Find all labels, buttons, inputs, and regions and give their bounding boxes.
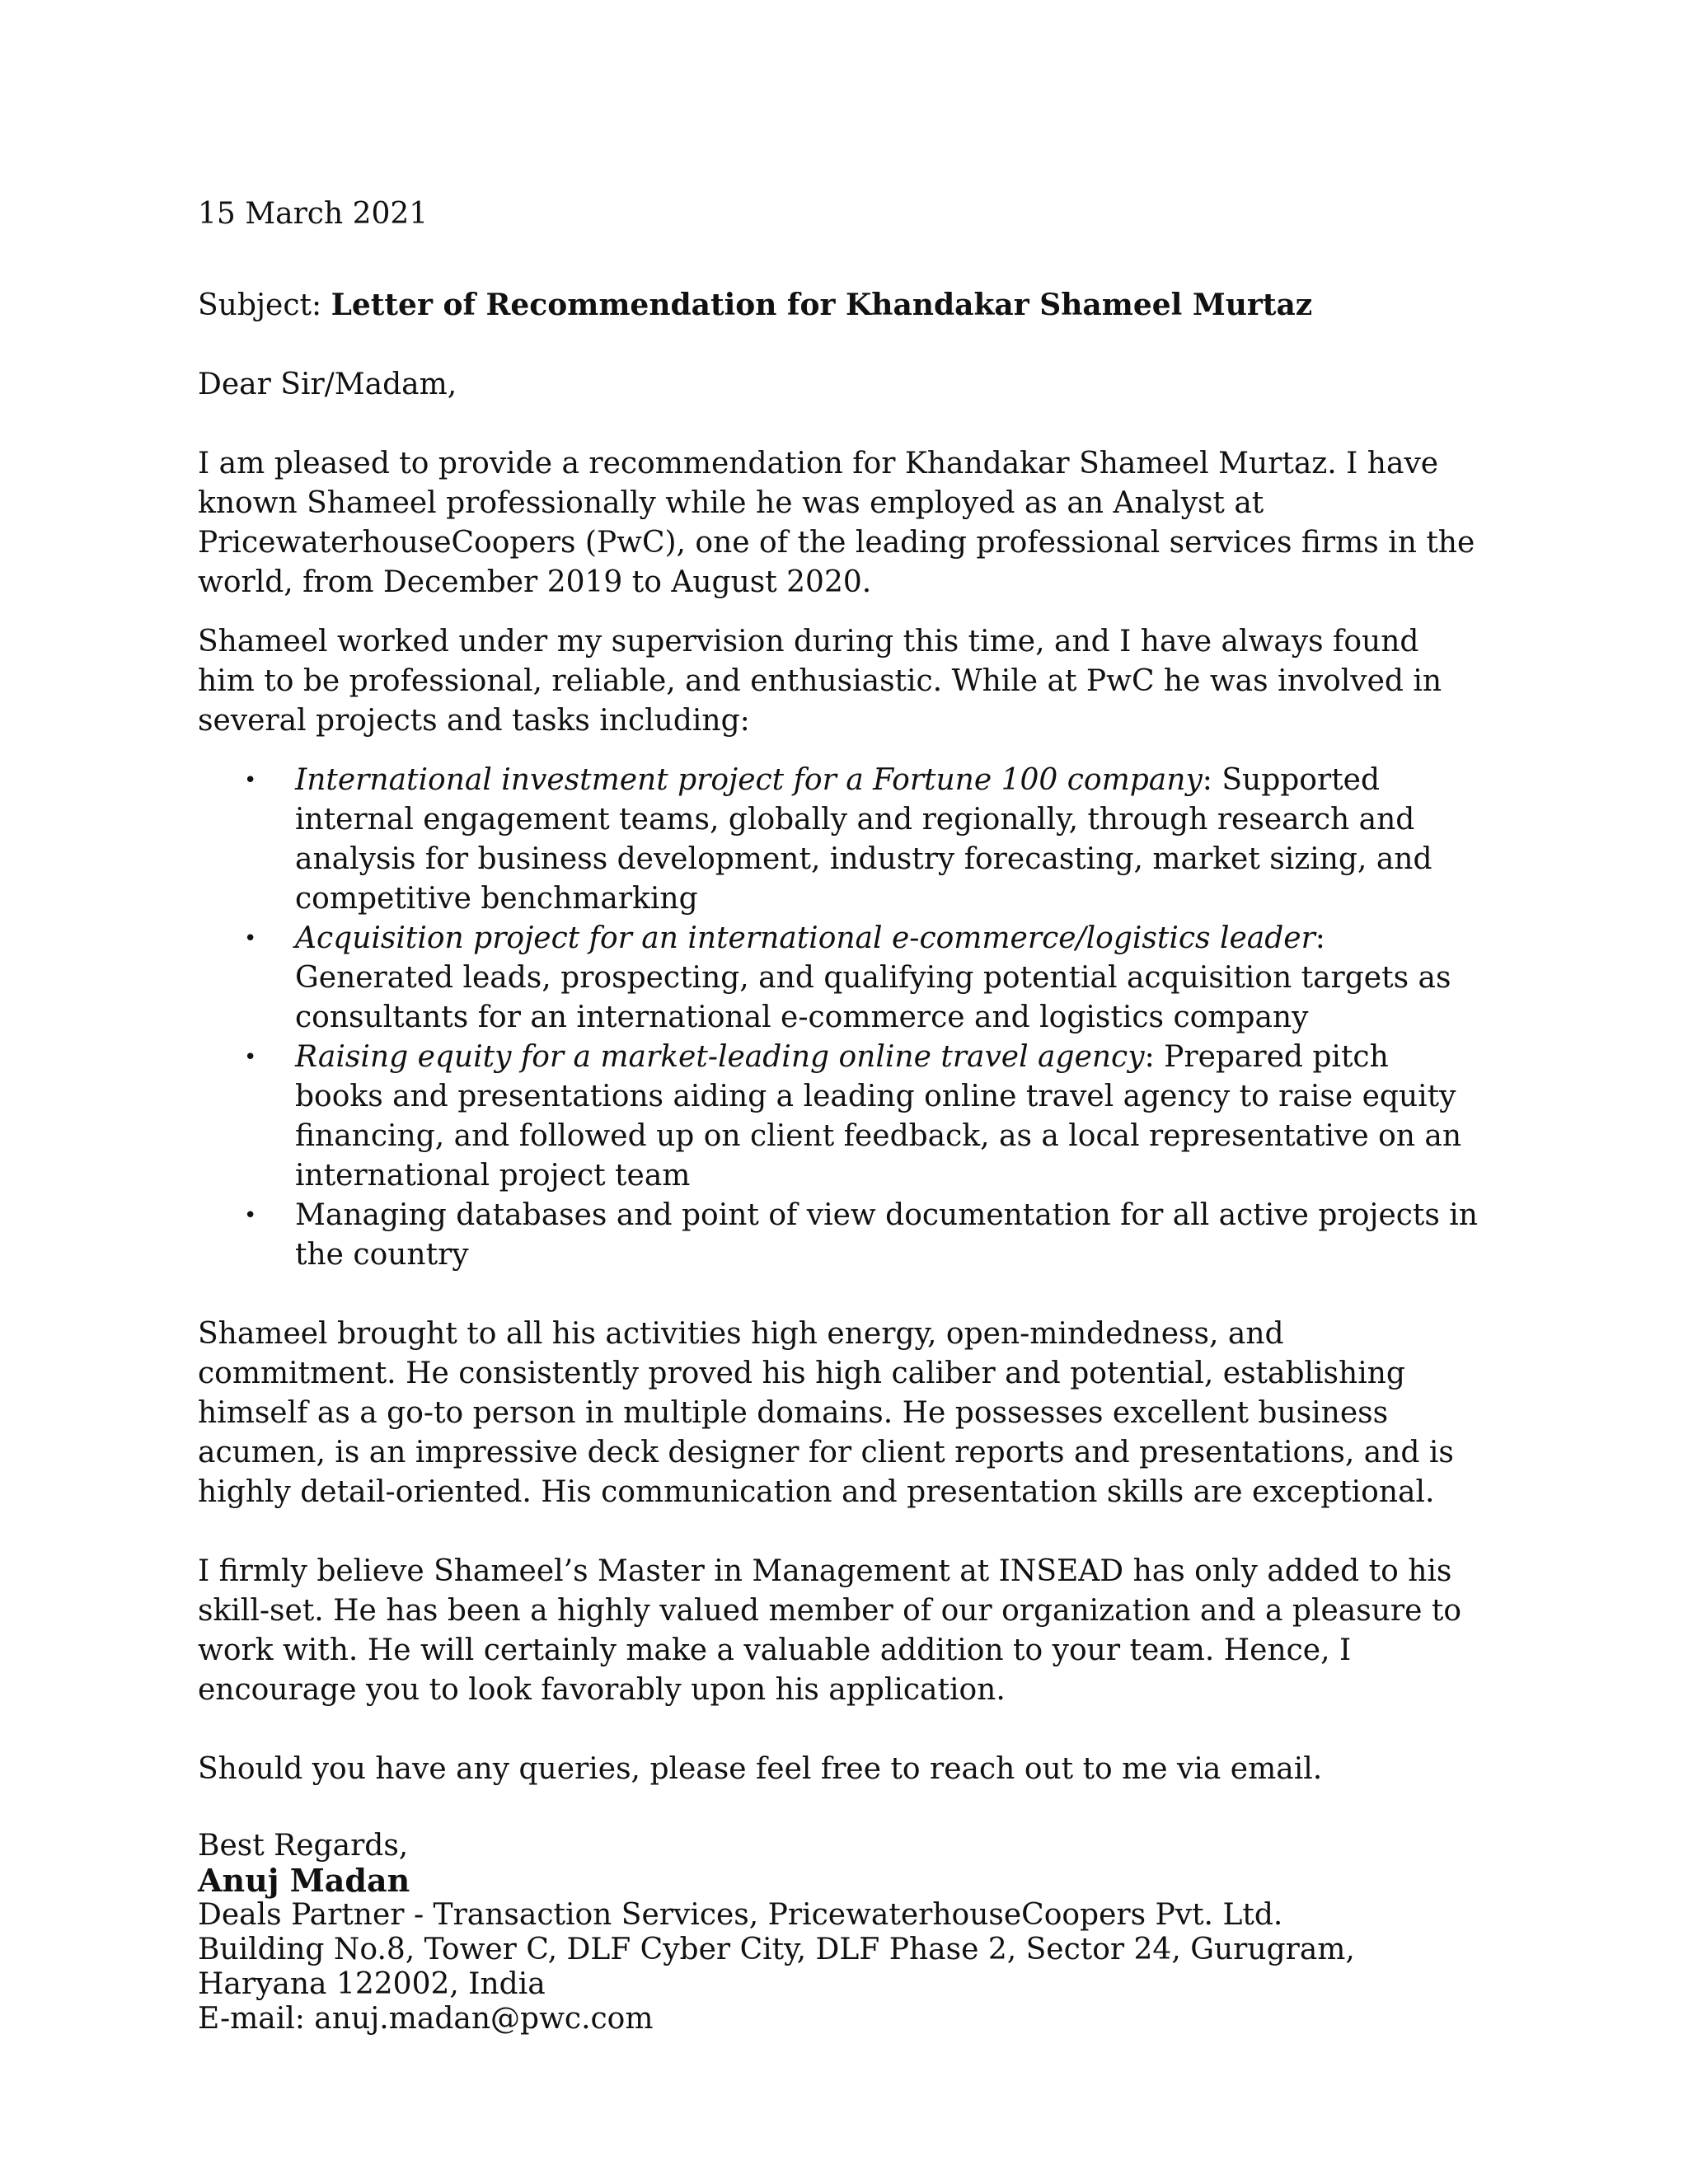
signer-address: Building No.8, Tower C, DLF Cyber City, DLF Phase 2, Sector 24, Gurugram, Haryana 122002, India: [198, 1933, 1355, 2001]
list-item: [198, 1038, 1484, 1196]
qualities-paragraph: Shameel brought to all his activities high energy, open-mindedness, and commitment. He consistently proved his high caliber and potential, establishing himself as a go-to person in multiple domains. He possesses excellent business acumen, is an impressive deck designer for client reports and presentations, and is highly detail-oriented. His communication and presentation skills are exceptional.: [198, 1317, 1454, 1509]
signature-block: [198, 1829, 1484, 2036]
subject-label: Subject:: [198, 288, 331, 322]
closing: Best Regards,: [198, 1829, 409, 1863]
intro-paragraph: I am pleased to provide a recommendation for Khandakar Shameel Murtaz. I have known Shameel professionally while he was employed as an Analyst at PricewaterhouseCoopers (PwC), one of the leading professional services firms in the world, from December 2019 to August 2020.: [198, 447, 1475, 599]
contact-note: Should you have any queries, please feel free to reach out to me via email.: [198, 1752, 1323, 1786]
project-list: [198, 761, 1484, 1275]
project-description: Managing databases and point of view documentation for all active projects in the country: [295, 1198, 1478, 1272]
bullet-icon: •: [244, 926, 257, 951]
project-description: : Generated leads, prospecting, and qualifying potential acquisition targets as consultants for an international e-commerce and logistics company: [295, 921, 1451, 1034]
subject-line: [198, 285, 1484, 326]
signer-title: Deals Partner - Transaction Services, PricewaterhouseCoopers Pvt. Ltd.: [198, 1898, 1283, 1932]
list-item: [198, 1196, 1484, 1275]
letter-date: 15 March 2021: [198, 197, 429, 231]
list-item: [198, 919, 1484, 1038]
project-title: International investment project for a Fortune 100 company: [295, 763, 1203, 797]
salutation: Dear Sir/Madam,: [198, 368, 457, 401]
belief-paragraph: I firmly believe Shameel’s Master in Management at INSEAD has only added to his skill-set. He has been a highly valued member of our organization and a pleasure to work with. He will certainly make a valuable addition to your team. Hence, I encourage you to look favorably upon his application.: [198, 1554, 1462, 1707]
supervision-paragraph: Shameel worked under my supervision during this time, and I have always found him to be professional, reliable, and enthusiastic. While at PwC he was involved in several projects and tasks including:: [198, 625, 1442, 738]
bullet-icon: •: [244, 1203, 257, 1228]
project-description: : Prepared pitch books and presentations aiding a leading online travel agency to raise equity financing, and followed up on client feedback, as a local representative on an international project team: [295, 1040, 1462, 1193]
project-title: Acquisition project for an international e-commerce/logistics leader: [295, 921, 1315, 955]
subject-text: Letter of Recommendation for Khandakar Shameel Murtaz: [331, 288, 1313, 322]
letter-body: [198, 194, 1484, 2036]
bullet-icon: •: [244, 1045, 257, 1070]
project-description: : Supported internal engagement teams, globally and regionally, through research and analysis for business development, industry forecasting, market sizing, and competitive benchmarking: [295, 763, 1432, 916]
signer-name: Anuj Madan: [198, 1862, 410, 1899]
project-title: Raising equity for a market-leading online travel agency: [295, 1040, 1145, 1074]
signer-email: E-mail: anuj.madan@pwc.com: [198, 2002, 654, 2036]
bullet-icon: •: [244, 768, 257, 793]
list-item: [198, 761, 1484, 919]
